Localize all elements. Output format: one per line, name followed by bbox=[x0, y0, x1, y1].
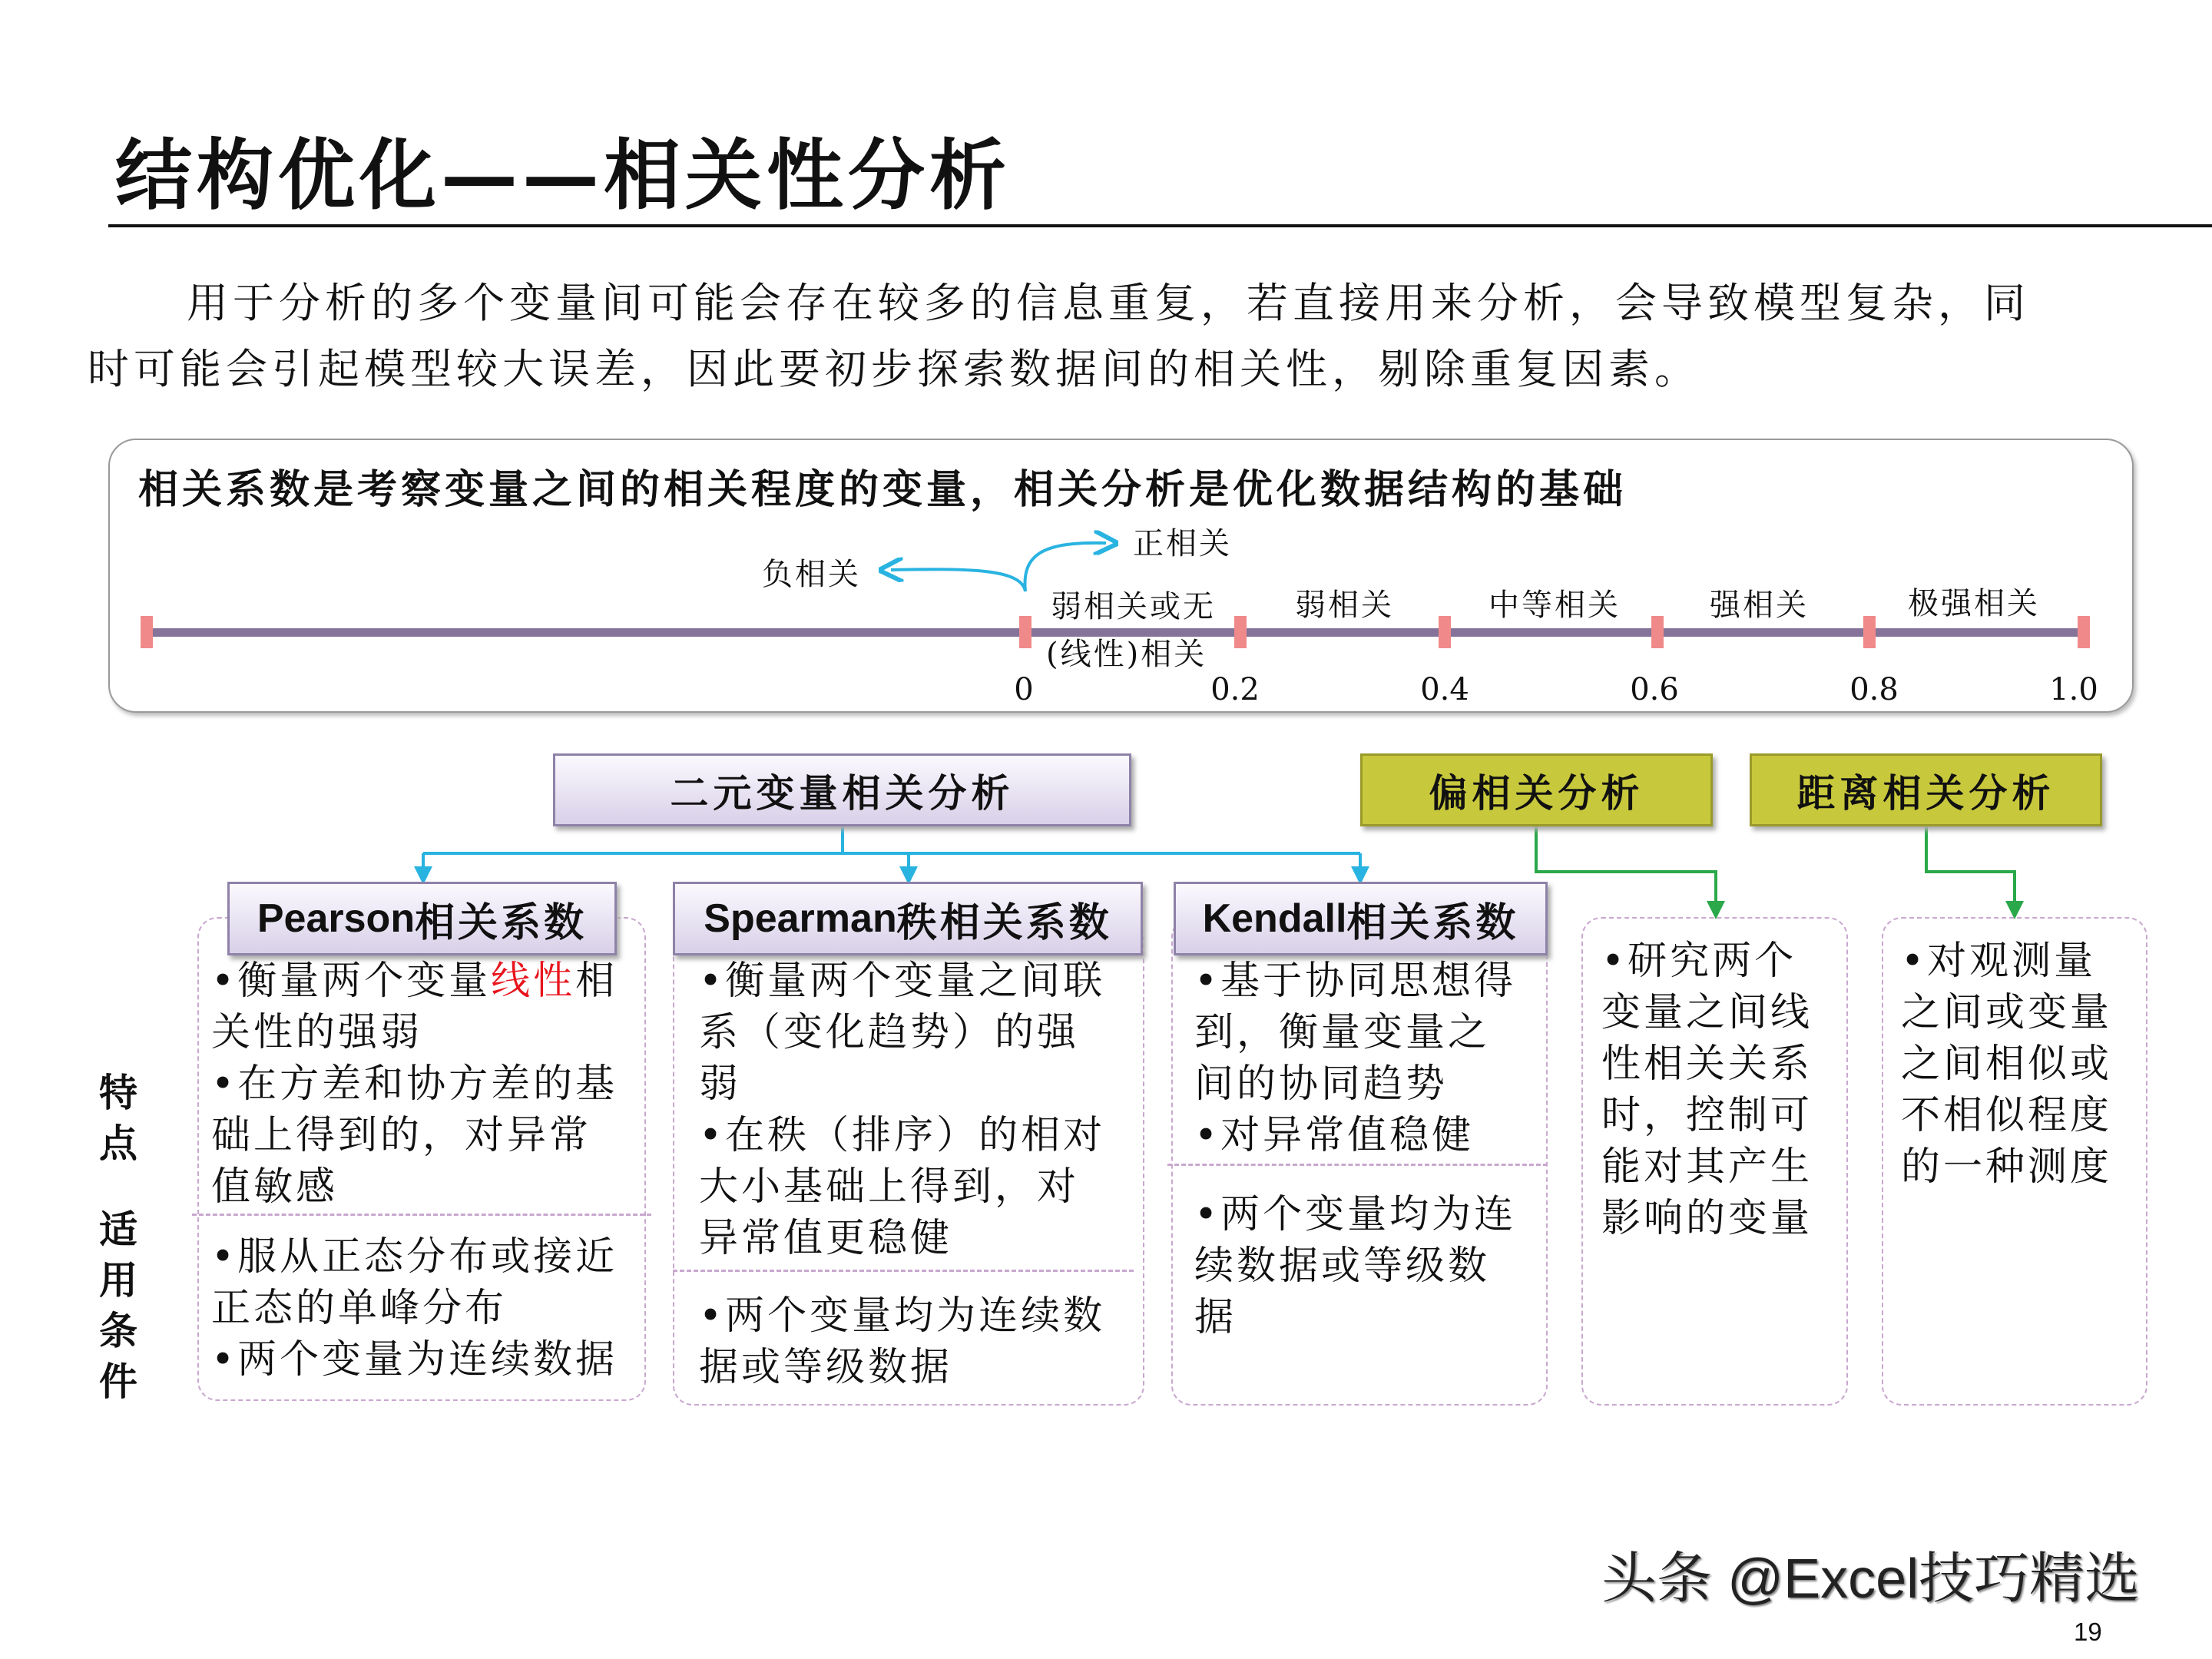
distance-line: •对观测量 bbox=[1901, 939, 2097, 984]
pearson-divider bbox=[192, 1214, 651, 1216]
highlight-linear: 线性 bbox=[491, 959, 576, 1004]
spearman-divider bbox=[673, 1270, 1134, 1272]
watermark: 头条 @Excel技巧精选 bbox=[1601, 1548, 2141, 1610]
scale-box-heading: 相关系数是考察变量之间的相关程度的变量，相关分析是优化数据结构的基础 bbox=[138, 466, 1628, 513]
category-label: (线性)相关 bbox=[1046, 637, 1207, 672]
partial-line: •研究两个 bbox=[1601, 939, 1797, 984]
kendall-latin: Kendall bbox=[1202, 896, 1347, 941]
side-label-conditionss bbox=[95, 1204, 141, 1407]
category-label: 弱相关 bbox=[1295, 588, 1394, 623]
tick-label: 1.0 bbox=[2049, 672, 2098, 707]
partial-group-header: 偏相关分析 bbox=[1360, 753, 1713, 826]
pearson-feature-line: 关性的强弱 bbox=[211, 1010, 423, 1055]
tick-label: 0 bbox=[1014, 672, 1034, 707]
text-segment: •衡量两个变量 bbox=[211, 959, 492, 1004]
kendall-condition-line: •两个变量均为连 bbox=[1194, 1192, 1517, 1237]
partial-line: 影响的变量 bbox=[1601, 1196, 1813, 1241]
spearman-feature-line: 系（变化趋势）的强 bbox=[699, 1010, 1080, 1055]
partial-line: 变量之间线 bbox=[1601, 990, 1813, 1035]
distance-connector bbox=[1926, 826, 2015, 910]
side-label-featuress bbox=[95, 1068, 141, 1169]
spearman-feature-line: 弱 bbox=[699, 1061, 742, 1107]
axis-tick bbox=[1863, 616, 1876, 648]
axis-tick bbox=[1439, 616, 1451, 648]
partial-line: 时，控制可 bbox=[1601, 1093, 1813, 1138]
distance-group-header: 距离相关分析 bbox=[1750, 753, 2102, 826]
axis-tick bbox=[1651, 616, 1664, 648]
distance-line: 的一种测度 bbox=[1901, 1144, 2113, 1190]
pearson-condition-line: •两个变量为连续数据 bbox=[211, 1337, 618, 1382]
positive-label: 正相关 bbox=[1133, 526, 1232, 561]
positive-arrow bbox=[1025, 543, 1106, 591]
partial-line: 能对其产生 bbox=[1601, 1144, 1813, 1190]
partial-connector bbox=[1536, 826, 1716, 910]
intro-line-1: 用于分析的多个变量间可能会存在较多的信息重复，若直接用来分析，会导致模型复杂，同 bbox=[187, 279, 2030, 327]
pearson-condition-lines bbox=[211, 1231, 618, 1386]
spearman-header bbox=[673, 882, 1143, 955]
pearson-feature-line: 础上得到的，对异常 bbox=[211, 1113, 592, 1158]
intro-line-2: 时可能会引起模型较大误差，因此要初步探索数据间的相关性，剔除重复因素。 bbox=[88, 345, 1700, 393]
kendall-feature-line: •对异常值稳健 bbox=[1194, 1113, 1475, 1158]
category-label: 强相关 bbox=[1710, 588, 1809, 623]
side-label-features: 特 bbox=[99, 1070, 137, 1115]
spearman-cn: 秩相关系数 bbox=[896, 899, 1112, 946]
pearson-feature-line: •在方差和协方差的基 bbox=[211, 1061, 618, 1107]
axis-tick bbox=[141, 616, 153, 648]
pearson-condition-line: •服从正态分布或接近 bbox=[211, 1234, 618, 1280]
spearman-latin: Spearman bbox=[704, 896, 897, 941]
kendall-condition-line: 据 bbox=[1194, 1295, 1237, 1340]
category-label: 中等相关 bbox=[1488, 588, 1621, 623]
pearson-feature-lines bbox=[211, 1007, 618, 1213]
pearson-condition-line: 正态的单峰分布 bbox=[211, 1286, 508, 1331]
kendall-cn: 相关系数 bbox=[1346, 899, 1519, 946]
pearson-header bbox=[227, 882, 617, 955]
spearman-feature-line: 大小基础上得到，对 bbox=[699, 1164, 1080, 1210]
kendall-feature-line: 间的协同趋势 bbox=[1194, 1061, 1449, 1107]
side-label-conditions: 条 bbox=[99, 1308, 137, 1353]
spearman-feature-line: 异常值更稳健 bbox=[699, 1216, 953, 1261]
kendall-divider bbox=[1167, 1164, 1548, 1166]
side-label-features: 点 bbox=[99, 1121, 137, 1166]
tick-label: 0.6 bbox=[1630, 672, 1679, 707]
tick-label: 0.8 bbox=[1849, 672, 1899, 707]
spearman-feature-line: •衡量两个变量之间联 bbox=[699, 959, 1106, 1004]
correlation-axis bbox=[147, 628, 2084, 637]
pearson-feature-line bbox=[211, 955, 618, 1007]
negative-label: 负相关 bbox=[762, 557, 861, 592]
kendall-condition-lines bbox=[1194, 1189, 1516, 1343]
kendall-header bbox=[1174, 882, 1548, 955]
spearman-feature-line: •在秩（排序）的相对 bbox=[699, 1113, 1106, 1158]
distance-line: 之间或变量 bbox=[1901, 990, 2113, 1035]
spearman-condition-line: 据或等级数据 bbox=[699, 1345, 953, 1390]
side-label-conditions: 件 bbox=[99, 1359, 137, 1404]
distance-line: 之间相似或 bbox=[1901, 1041, 2113, 1087]
tick-label: 0.4 bbox=[1420, 672, 1469, 707]
spearman-condition-lines bbox=[699, 1290, 1105, 1393]
text-segment: 相 bbox=[575, 959, 618, 1004]
pearson-cn: 相关系数 bbox=[415, 899, 588, 946]
side-label-conditions: 用 bbox=[99, 1257, 137, 1303]
kendall-condition-line: 续数据或等级数 bbox=[1194, 1243, 1491, 1289]
axis-tick bbox=[1234, 616, 1247, 648]
partial-line: 性相关关系 bbox=[1601, 1041, 1813, 1087]
axis-tick bbox=[1019, 616, 1031, 648]
kendall-feature-lines bbox=[1194, 955, 1516, 1161]
pearson-feature-line: 值敏感 bbox=[211, 1164, 339, 1210]
negative-arrow bbox=[891, 569, 1025, 591]
pearson-latin: Pearson bbox=[257, 896, 416, 941]
category-label: 极强相关 bbox=[1908, 586, 2040, 621]
distance-lines bbox=[1901, 935, 2112, 1193]
side-label-conditions: 适 bbox=[99, 1207, 137, 1252]
distance-line: 不相似程度 bbox=[1901, 1093, 2113, 1138]
page-title: 结构优化——相关性分析 bbox=[115, 130, 1011, 220]
page-number: 19 bbox=[2074, 1618, 2102, 1646]
category-label: 弱相关或无 bbox=[1051, 589, 1216, 624]
bivariate-connector bbox=[423, 826, 1360, 874]
spearman-condition-line: •两个变量均为连续数 bbox=[699, 1293, 1106, 1339]
partial-lines bbox=[1601, 935, 1813, 1244]
bivariate-group-header: 二元变量相关分析 bbox=[553, 753, 1131, 826]
kendall-feature-line: 到，衡量变量之 bbox=[1194, 1010, 1491, 1055]
kendall-feature-line: •基于协同思想得 bbox=[1194, 959, 1517, 1004]
spearman-feature-lines bbox=[699, 955, 1105, 1264]
axis-tick bbox=[2078, 616, 2090, 648]
tick-label: 0.2 bbox=[1210, 672, 1260, 707]
